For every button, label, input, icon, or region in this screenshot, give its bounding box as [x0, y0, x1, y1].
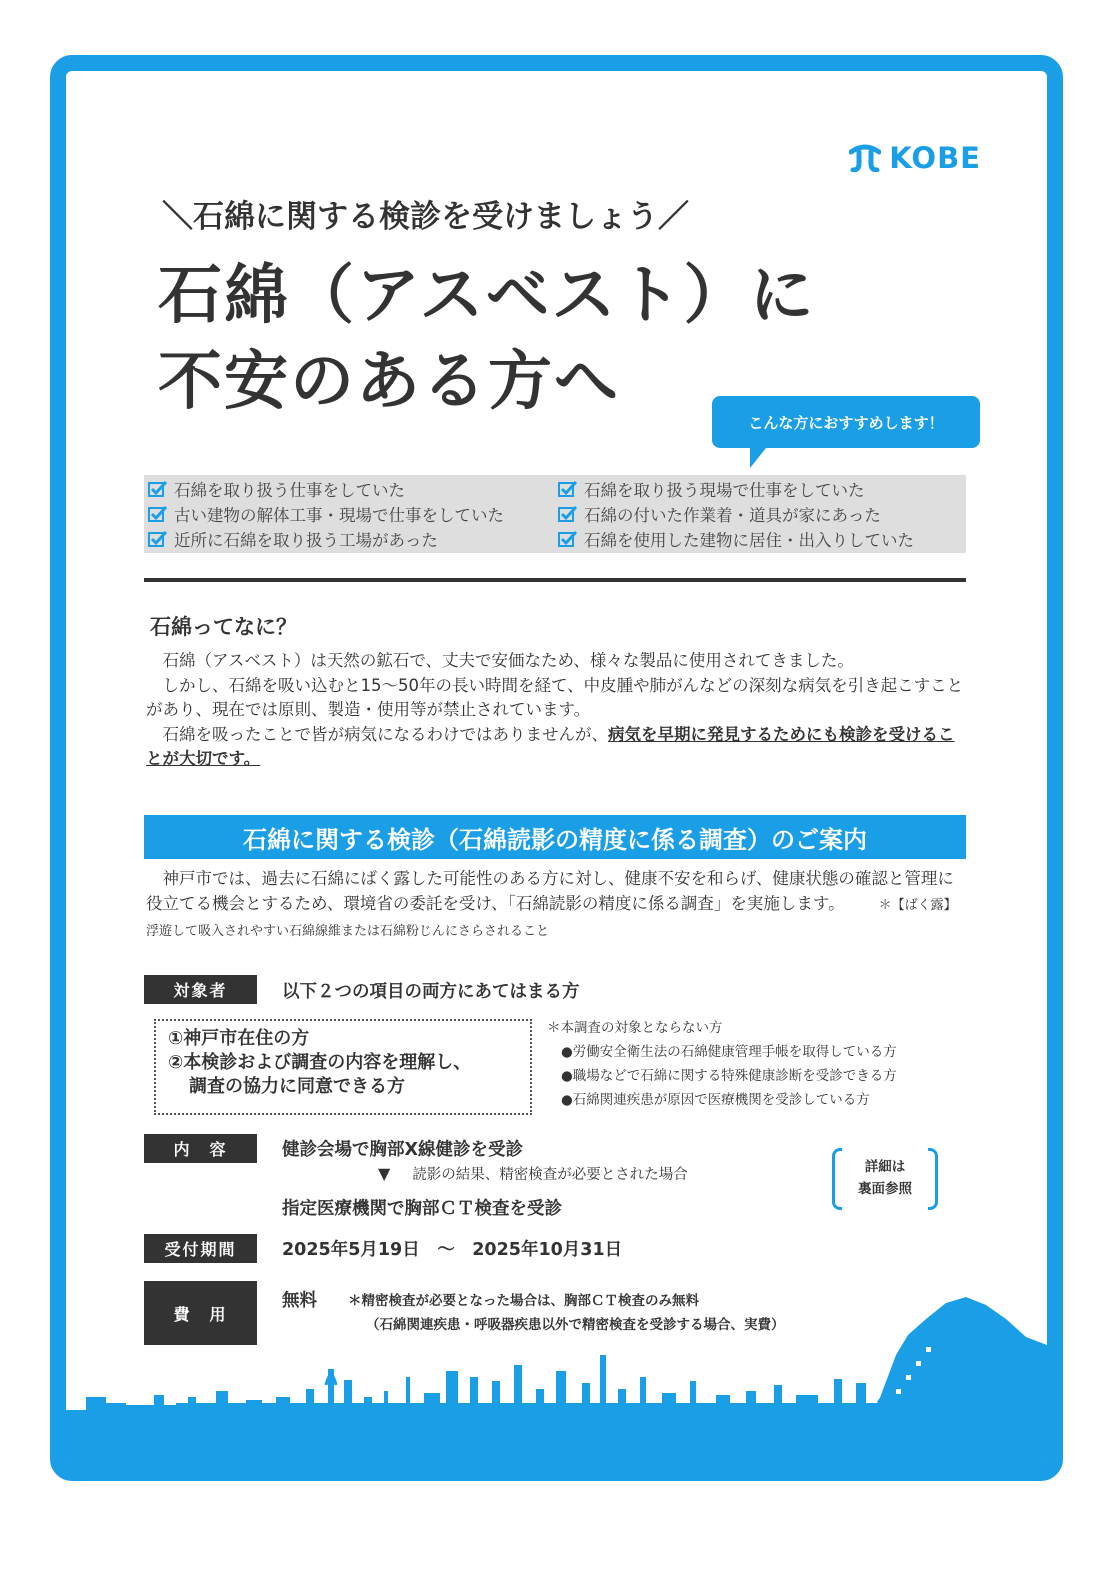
kobe-logo [849, 141, 981, 175]
about-emphasis: 病気を早期に発見するためにも検診を受けることが大切です。 [146, 724, 955, 768]
section-divider [144, 578, 966, 582]
checkbox-checked-icon [558, 480, 578, 498]
see-reverse-note [832, 1148, 938, 1210]
check-item [148, 526, 558, 551]
period-label: 受付期間 [144, 1234, 257, 1263]
bracket-left-icon [832, 1148, 842, 1210]
check-item [558, 502, 970, 527]
exclusion-item: ●労働安全衛生法の石綿健康管理手帳を取得している方 [561, 1044, 897, 1060]
condition-2-cont: 調査の協力に同意できる方 [189, 1076, 405, 1097]
fee-note-line-1: ＊精密検査が必要となった場合は、胸部ＣＴ検査のみ無料 [348, 1293, 699, 1309]
about-paragraph-1: 石綿（アスベスト）は天然の鉱石で、丈夫で安価なため、様々な製品に使用されてきました。 [162, 651, 854, 670]
fee-label: 費 用 [144, 1281, 257, 1345]
bracket-right-icon [928, 1148, 938, 1210]
exclusion-title: ＊本調査の対象とならない方 [547, 1020, 723, 1036]
title-line-2: 不安のある方へ [158, 345, 620, 419]
checkbox-checked-icon [148, 530, 168, 548]
check-item [148, 477, 558, 502]
recommend-checklist [144, 475, 966, 553]
kobe-mark-icon [849, 144, 881, 172]
check-item [558, 526, 970, 551]
exclusion-item: ●職場などで石綿に関する特殊健康診断を受診できる方 [561, 1068, 897, 1084]
checkbox-checked-icon [148, 505, 168, 523]
checkbox-checked-icon [148, 480, 168, 498]
kobe-skyline-illustration [66, 1285, 1047, 1465]
detail-line-1: 詳細は [864, 1159, 906, 1175]
guide-banner: 石綿に関する検診（石綿読影の精度に係る調査）のご案内 [144, 815, 966, 859]
about-paragraph-3-text: 石綿を吸ったことで皆が病気になるわけではありませんが、 [162, 724, 608, 744]
fee-value: 無料 [282, 1291, 317, 1311]
check-item-label: 石綿を使用した建物に居住・出入りしていた [584, 530, 914, 550]
target-conditions-box [154, 1019, 532, 1115]
condition-2: ②本検診および調査の内容を理解し、 [168, 1052, 472, 1073]
poster-content [66, 71, 1047, 1465]
guide-paragraph-text: 神戸市では、過去に石綿にばく露した可能性のある方に対し、健康不安を和らげ、健康状態の確認と管理に役立てる機会とするため、環境省の委託を受け、「石綿読影の精度に係る調査」を実施します。 [146, 869, 954, 913]
about-paragraph-3 [146, 723, 968, 772]
check-item [558, 477, 970, 502]
down-arrow-icon: ▼ [378, 1164, 391, 1183]
content-step-2: 指定医療機関で胸部ＣＴ検査を受診 [282, 1199, 562, 1219]
exclusion-item: ●石綿関連疾患が原因で医療機関を受診している方 [561, 1092, 870, 1108]
target-label: 対象者 [144, 975, 257, 1004]
period-value: 2025年5月19日 ～ 2025年10月31日 [282, 1240, 623, 1260]
content-condition-text: 読影の結果、精密検査が必要とされた場合 [412, 1167, 688, 1183]
check-item-label: 近所に石綿を取り扱う工場があった [174, 530, 438, 550]
target-value: 以下２つの項目の両方にあてはまる方 [282, 982, 580, 1002]
check-item-label: 石綿の付いた作業着・道具が家にあった [584, 505, 881, 525]
about-paragraph-2: しかし、石綿を吸い込むと15〜50年の長い時間を経て、中皮腫や肺がんなどの深刻な病気を引き起こすことがあり、現在では原則、製造・使用等が禁止されています。 [146, 675, 964, 719]
check-item-label: 石綿を取り扱う仕事をしていた [174, 481, 405, 501]
exclusion-list [547, 1016, 897, 1112]
title-line-1: 石綿（アスベスト）に [158, 259, 816, 333]
condition-1: ①神戸市在住の方 [168, 1028, 310, 1049]
check-item [148, 502, 558, 527]
logo-text: KOBE [889, 141, 981, 175]
guide-paragraph [146, 867, 968, 945]
about-text [146, 649, 968, 772]
check-item-label: 古い建物の解体工事・現場で仕事をしていた [174, 505, 504, 525]
exposure-note: ＊【ばく露】浮遊して吸入されやすい石綿線維または石綿粉じんにさらされること [146, 897, 957, 939]
guide-text [146, 867, 968, 945]
content-condition [378, 1163, 688, 1184]
subtitle: ＼石綿に関する検診を受けましょう／ [162, 199, 689, 235]
detail-line-2: 裏面参照 [858, 1181, 912, 1197]
checkbox-checked-icon [558, 505, 578, 523]
content-label: 内 容 [144, 1134, 257, 1163]
about-heading: 石綿ってなに？ [150, 615, 297, 639]
checkbox-checked-icon [558, 530, 578, 548]
poster-frame [50, 55, 1063, 1481]
content-step-1: 健診会場で胸部X線健診を受診 [282, 1140, 523, 1160]
check-item-label: 石綿を取り扱う現場で仕事をしていた [584, 481, 865, 501]
recommend-bubble: こんな方におすすめします！ [712, 396, 980, 448]
fee-note-line-2: （石綿関連疾患・呼吸器疾患以外で精密検査を受診する場合、実費） [366, 1317, 785, 1333]
